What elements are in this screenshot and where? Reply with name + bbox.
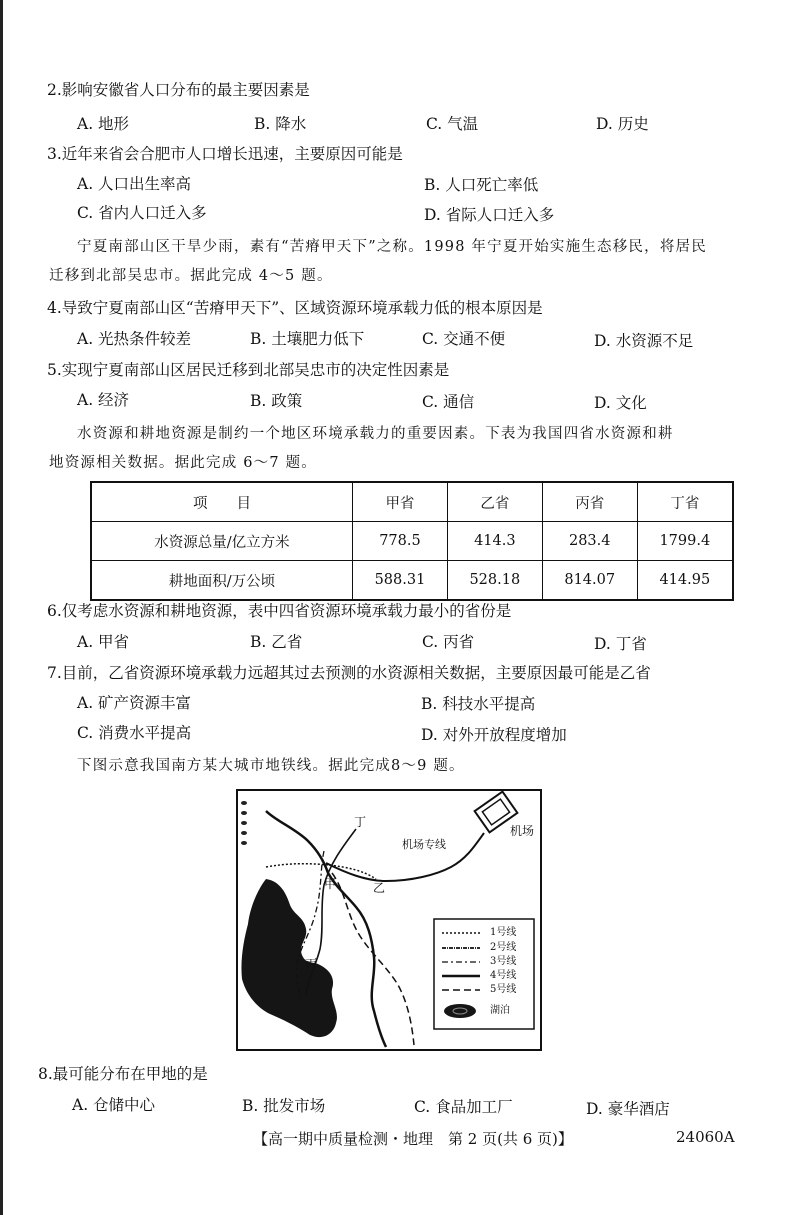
question-4-stem: 4.导致宁夏南部山区“苦瘠甲天下”、区域资源环境承载力低的根本原因是 (47, 299, 543, 317)
table-cell: 414.3 (447, 522, 542, 561)
question-4-option-a[interactable]: A. 光热条件较差 (77, 330, 192, 348)
question-5-option-b[interactable]: B. 政策 (250, 392, 303, 410)
passage-6-7-line2: 地资源相关数据。据此完成 6～7 题。 (49, 455, 317, 471)
table-row-label: 耕地面积/万公顷 (91, 561, 353, 601)
table-cell: 283.4 (542, 522, 637, 561)
question-3-option-d[interactable]: D. 省际人口迁入多 (424, 206, 555, 224)
legend-lake-sample (444, 1004, 476, 1018)
legend-line-1: 1号线 (490, 927, 517, 938)
passage-4-5-line1: 宁夏南部山区干旱少雨，素有“苦瘠甲天下”之称。1998 年宁夏开始实施生态移民，将居民 (77, 239, 707, 255)
question-4-option-b[interactable]: B. 土壤肥力低下 (250, 330, 365, 348)
map-label-airport: 机场 (510, 824, 535, 838)
table-header-bing: 丙省 (542, 482, 637, 522)
question-3-stem: 3.近年来省会合肥市人口增长迅速，主要原因可能是 (47, 145, 403, 163)
legend-line-5: 5号线 (490, 984, 517, 995)
table-cell: 414.95 (637, 561, 733, 601)
table-row (91, 522, 733, 561)
table-row (91, 561, 733, 601)
question-8-stem: 8.最可能分布在甲地的是 (38, 1065, 208, 1083)
map-label-jia: 甲 (324, 877, 337, 891)
question-7-option-a[interactable]: A. 矿产资源丰富 (77, 694, 192, 712)
subway-map-figure (236, 789, 542, 1051)
legend-lake: 湖泊 (490, 1005, 510, 1016)
question-6-stem: 6.仅考虑水资源和耕地资源，表中四省资源环境承载力最小的省份是 (47, 602, 512, 620)
legend-line-2: 2号线 (490, 942, 517, 953)
question-8-option-c[interactable]: C. 食品加工厂 (414, 1098, 513, 1116)
question-8-option-d[interactable]: D. 豪华酒店 (586, 1100, 670, 1118)
table-cell: 778.5 (353, 522, 448, 561)
map-label-yi: 乙 (373, 881, 386, 895)
question-2-option-c[interactable]: C. 气温 (426, 115, 479, 133)
question-6-option-d[interactable]: D. 丁省 (594, 635, 647, 653)
question-3-option-a[interactable]: A. 人口出生率高 (77, 175, 192, 193)
page-footer-code: 24060A (676, 1128, 735, 1146)
question-7-option-c[interactable]: C. 消费水平提高 (77, 724, 192, 742)
question-7-stem: 7.目前，乙省资源环境承载力远超其过去预测的水资源相关数据，主要原因最可能是乙省 (47, 664, 651, 682)
passage-4-5-line2: 迁移到北部吴忠市。据此完成 4～5 题。 (49, 268, 333, 284)
question-2-option-b[interactable]: B. 降水 (254, 115, 307, 133)
table-cell: 1799.4 (637, 522, 733, 561)
question-5-option-a[interactable]: A. 经济 (77, 391, 130, 409)
question-4-option-d[interactable]: D. 水资源不足 (594, 332, 694, 350)
question-6-option-b[interactable]: B. 乙省 (250, 633, 303, 651)
passage-6-7-line1: 水资源和耕地资源是制约一个地区环境承载力的重要因素。下表为我国四省水资源和耕 (77, 426, 674, 442)
question-2-option-a[interactable]: A. 地形 (77, 115, 130, 133)
map-label-ding: 丁 (354, 815, 367, 829)
legend-line-3: 3号线 (490, 956, 517, 967)
table-header-row (91, 482, 733, 522)
legend-line-4: 4号线 (490, 970, 517, 981)
question-7-option-b[interactable]: B. 科技水平提高 (421, 695, 536, 713)
table-header-jia: 甲省 (353, 482, 448, 522)
question-5-option-d[interactable]: D. 文化 (594, 394, 647, 412)
question-5-stem: 5.实现宁夏南部山区居民迁移到北部吴忠市的决定性因素是 (47, 361, 450, 379)
question-3-option-c[interactable]: C. 省内人口迁入多 (77, 204, 207, 222)
question-4-option-c[interactable]: C. 交通不便 (422, 330, 506, 348)
question-2-option-d[interactable]: D. 历史 (596, 115, 649, 133)
map-label-bing: 丙 (305, 957, 318, 971)
page-footer-title: 【高一期中质量检测・地理 第 2 页(共 6 页)】 (253, 1130, 573, 1148)
question-8-option-b[interactable]: B. 批发市场 (242, 1097, 326, 1115)
question-6-option-a[interactable]: A. 甲省 (77, 633, 130, 651)
question-7-option-d[interactable]: D. 对外开放程度增加 (421, 726, 567, 744)
table-cell: 588.31 (353, 561, 448, 601)
question-3-option-b[interactable]: B. 人口死亡率低 (424, 176, 539, 194)
province-resource-table (90, 481, 734, 601)
question-5-option-c[interactable]: C. 通信 (422, 393, 475, 411)
map-label-airport-line: 机场专线 (402, 838, 446, 851)
table-header-yi: 乙省 (447, 482, 542, 522)
passage-8-9: 下图示意我国南方某大城市地铁线。据此完成8～9 题。 (77, 758, 465, 774)
question-2-stem: 2.影响安徽省人口分布的最主要因素是 (47, 81, 310, 99)
question-8-option-a[interactable]: A. 仓储中心 (72, 1096, 156, 1114)
table-header-ding: 丁省 (637, 482, 733, 522)
table-row-label: 水资源总量/亿立方米 (91, 522, 353, 561)
table-header-item: 项 目 (91, 482, 353, 522)
question-6-option-c[interactable]: C. 丙省 (422, 633, 475, 651)
table-cell: 528.18 (447, 561, 542, 601)
scan-edge (0, 0, 3, 1215)
table-cell: 814.07 (542, 561, 637, 601)
